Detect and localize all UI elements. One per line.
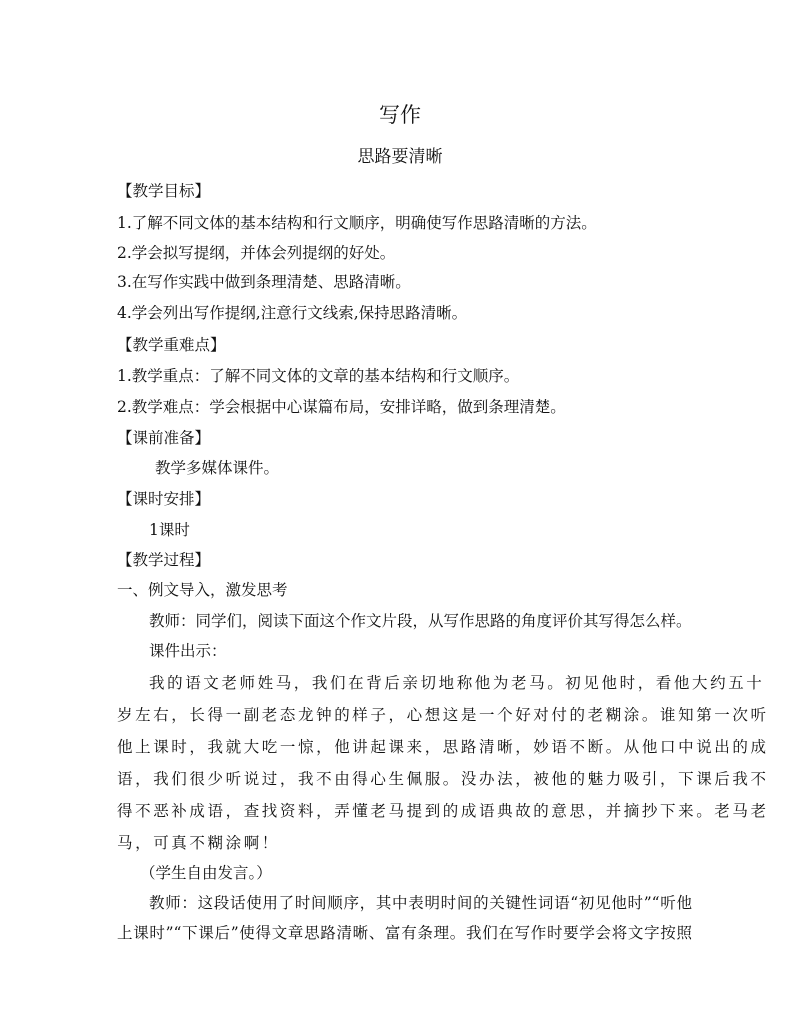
example-passage-line-6: 马，可真不糊涂啊！ (117, 834, 280, 852)
objective-item-2: 2.学会拟写提纲，并体会列提纲的好处。 (117, 244, 396, 262)
section-heading-objectives: 【教学目标】 (117, 182, 211, 200)
page-subtitle: 思路要清晰 (357, 147, 443, 167)
schedule-text: 1课时 (149, 521, 190, 539)
student-discussion-note: （学生自由发言。） (140, 864, 272, 882)
process-step-1: 一、例文导入，激发思考 (117, 581, 288, 599)
section-heading-process: 【教学过程】 (117, 551, 211, 569)
example-passage-line-3: 他上课时，我就大吃一惊，他讲起课来，思路清晰，妙语不断。从他口中说出的成 (117, 738, 769, 756)
key-point-item-2: 2.教学难点：学会根据中心谋篇布局，安排详略，做到条理清楚。 (117, 398, 566, 416)
example-passage-line-1: 我的语文老师姓马，我们在背后亲切地称他为老马。初见他时，看他大约五十 (149, 674, 765, 692)
preparation-text: 教学多媒体课件。 (155, 459, 280, 477)
key-point-item-1: 1.教学重点：了解不同文体的文章的基本结构和行文顺序。 (117, 367, 520, 385)
objective-item-1: 1.了解不同文体的基本结构和行文顺序，明确使写作思路清晰的方法。 (117, 214, 597, 232)
objective-item-3: 3.在写作实践中做到条理清楚、思路清晰。 (117, 273, 411, 291)
section-heading-schedule: 【课时安排】 (117, 490, 211, 508)
teacher-summary-line-1: 教师：这段话使用了时间顺序，其中表明时间的关键性词语“初见他时”“听他 (149, 894, 692, 912)
courseware-label: 课件出示： (149, 642, 227, 660)
section-heading-key-points: 【教学重难点】 (117, 336, 226, 354)
teacher-prompt: 教师：同学们，阅读下面这个作文片段，从写作思路的角度评价其写得怎么样。 (149, 612, 692, 630)
example-passage-line-5: 得不恶补成语，查找资料，弄懂老马提到的成语典故的意思，并摘抄下来。老马老 (117, 802, 769, 820)
example-passage-line-4: 语，我们很少听说过，我不由得心生佩服。没办法，被他的魅力吸引，下课后我不 (117, 770, 769, 788)
section-heading-preparation: 【课前准备】 (117, 429, 211, 447)
teacher-summary-line-2: 上课时”“下课后”使得文章思路清晰、富有条理。我们在写作时要学会将文字按照 (117, 924, 692, 942)
objective-item-4: 4.学会列出写作提纲,注意行文线索,保持思路清晰。 (117, 304, 468, 322)
page-title: 写作 (379, 103, 421, 127)
example-passage-line-2: 岁左右，长得一副老态龙钟的样子，心想这是一个好对付的老糊涂。谁知第一次听 (117, 706, 769, 724)
